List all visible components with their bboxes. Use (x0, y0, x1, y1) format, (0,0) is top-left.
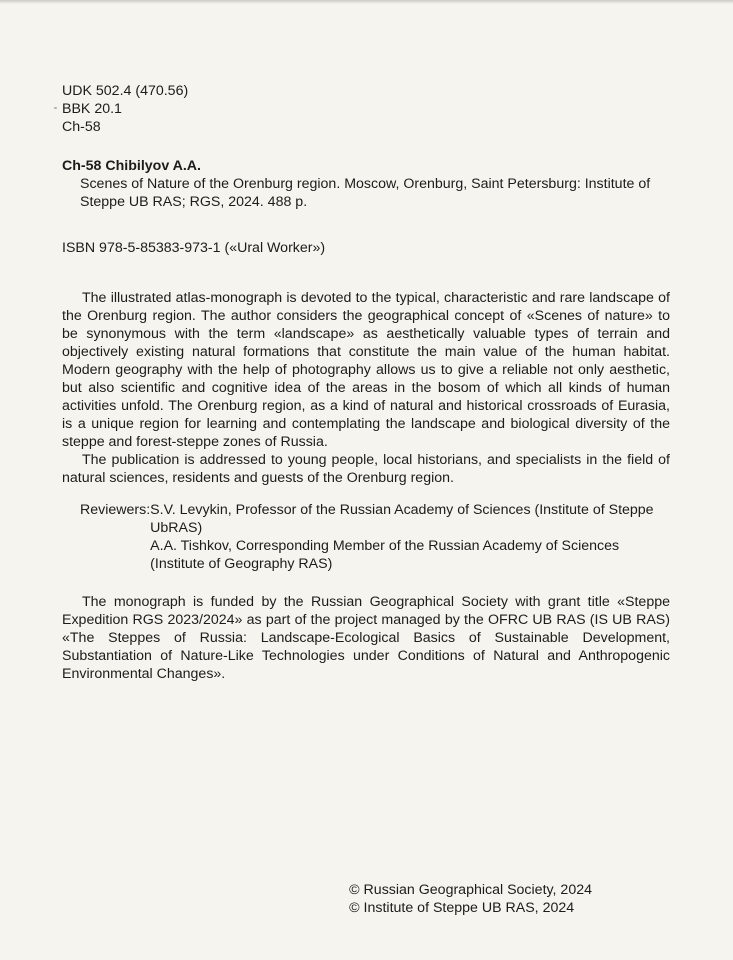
copyright-line: © Russian Geographical Society, 2024 (349, 882, 592, 898)
reviewer-entry: A.A. Tishkov, Corresponding Member of the Russian Academy of Sciences (Institute of Geography RAS) (150, 538, 620, 572)
copyright-line: © Institute of Steppe UB RAS, 2024 (349, 900, 575, 916)
catalog-entry (62, 157, 670, 211)
catalog-citation: Scenes of Nature of the Orenburg region. Moscow, Orenburg, Saint Petersburg: Institute of Steppe UB RAS; RGS, 2024. 488 p. (80, 176, 651, 210)
copyright-block (349, 881, 592, 917)
abstract-paragraph-2: The publication is addressed to young people, local historians, and specialists in the field of natural sciences, residents and guests of the Orenburg region. (62, 452, 670, 486)
isbn-line: ISBN 978-5-85383-973-1 («Ural Worker») (62, 240, 326, 256)
reviewer-entry: S.V. Levykin, Professor of the Russian Academy of Sciences (Institute of Steppe UbRAS) (150, 502, 654, 536)
abstract-block (62, 289, 670, 487)
reviewers-label: Reviewers: (80, 502, 151, 518)
funding-paragraph: The monograph is funded by the Russian Geographical Society with grant title «Steppe Expedition RGS 2023/2024» as part of the project managed by the OFRC UB RAS (IS UB RAS) «The Steppes of Russia: Landscape-Ecological Basics of Sustainable Development, Substantiation of Nature-Like Technologies under Conditions of Natural and Anthropogenic Environmental Changes». (62, 594, 670, 682)
reviewers-block (62, 501, 670, 573)
funding-block (62, 593, 670, 683)
bbk-line: BBK 20.1 (62, 101, 122, 117)
abstract-paragraph-1: The illustrated atlas-monograph is devoted to the typical, characteristic and rare landscape of the Orenburg region. The author considers the geographical concept of «Scenes of nature» to be synonymous with the term «landscape» as aesthetically valuable types of terrain and objectively existing natural formations that constitute the main value of the human habitat. Modern geography with the help of photography allows us to give a reliable not only aesthetic, but also scientific and cognitive idea of the areas in the bosom of which all kinds of human activities unfold. The Orenburg region, as a kind of natural and historical crossroads of Eurasia, is a unique region for learning and contemplating the landscape and biological diversity of the steppe and forest-steppe zones of Russia. (62, 290, 670, 450)
author-mark-line: Ch-58 (62, 119, 101, 135)
classification-block (62, 82, 670, 136)
catalog-heading: Ch-58 Chibilyov A.A. (62, 158, 201, 174)
reviewer-entries (150, 501, 670, 573)
udk-line: UDK 502.4 (470.56) (62, 83, 189, 99)
